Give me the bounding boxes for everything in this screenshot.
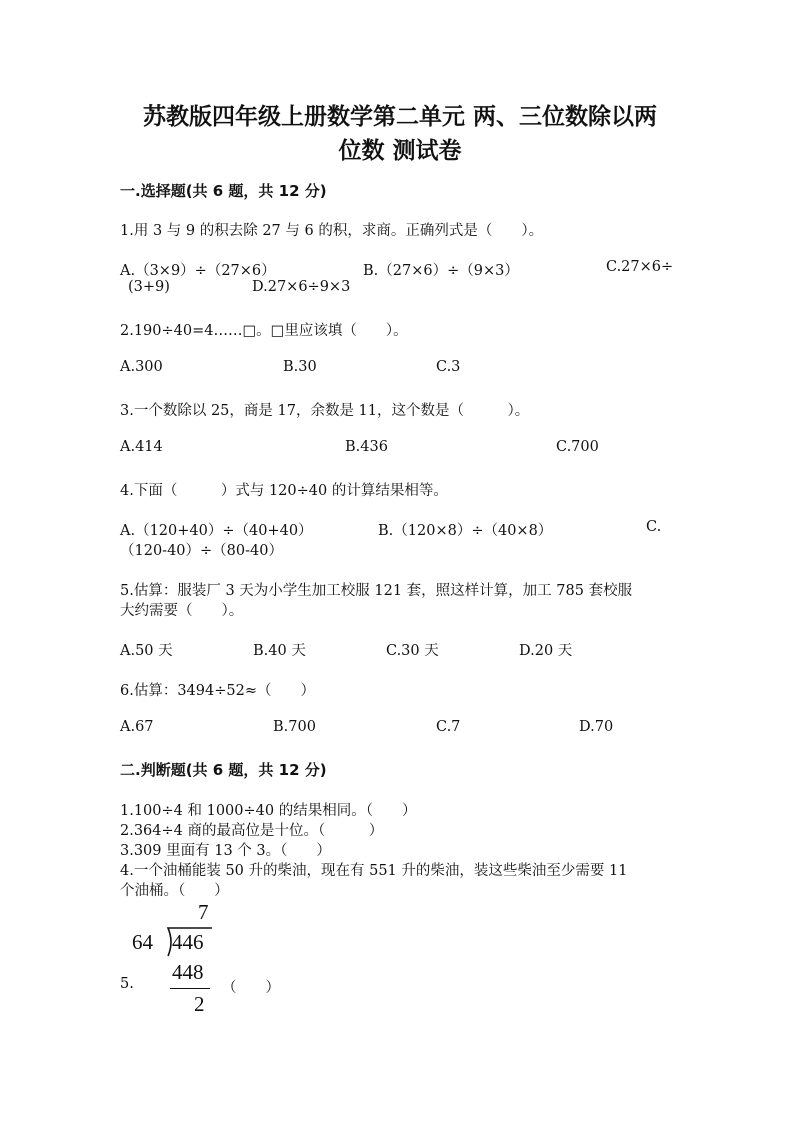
judgment-item-4-line1: 4.一个油桶能装 50 升的柴油，现在有 551 升的柴油，装这些柴油至少需要 11 [120,863,628,879]
question-4: 4.下面（ ）式与 120÷40 的计算结果相等。 [120,483,448,499]
q4-option-c: C. [646,519,662,535]
q1-option-a: A.（3×9）÷（27×6） [120,263,276,279]
judgment-item-2: 2.364÷4 商的最高位是十位。（ ） [120,823,384,839]
judgment-item-5-number: 5. [120,976,134,992]
question-3: 3.一个数除以 25，商是 17，余数是 11，这个数是（ ）。 [120,403,530,419]
q5-option-d: D.20 天 [519,643,573,659]
q6-option-a: A.67 [120,719,154,735]
q2-option-b: B.30 [283,359,317,375]
q5-option-a: A.50 天 [120,643,173,659]
question-1: 1.用 3 与 9 的积去除 27 与 6 的积，求商。正确列式是（ ）。 [120,223,544,239]
division-divisor: 64 [132,930,153,954]
q1-option-b: B.（27×6）÷（9×3） [363,263,519,279]
q1-option-d: D.27×6÷9×3 [252,279,351,295]
judgment-item-1: 1.100÷4 和 1000÷40 的结果相同。（ ） [120,803,417,819]
division-product: 448 [172,960,204,984]
question-5-line1: 5.估算：服装厂 3 天为小学生加工校服 121 套，照这样计算，加工 785 套校服 [120,583,633,599]
q2-option-c: C.3 [436,359,461,375]
q5-option-c: C.30 天 [386,643,439,659]
page-title-line1: 苏教版四年级上册数学第二单元 两、三位数除以两 [142,104,657,130]
section-heading-judgment: 二.判断题(共 6 题，共 12 分) [120,761,327,779]
q3-option-c: C.700 [556,439,599,455]
division-quotient: 7 [198,900,209,924]
q6-option-d: D.70 [579,719,614,735]
question-2: 2.190÷40=4……□。□里应该填（ ）。 [120,323,408,339]
q6-option-c: C.7 [436,719,461,735]
q4-option-b: B.（120×8）÷（40×8） [378,523,553,539]
judgment-item-4-line2: 个油桶。（ ） [120,883,229,899]
question-6: 6.估算：3494÷52≈（ ） [120,683,315,699]
q5-option-b: B.40 天 [253,643,306,659]
section-heading-choice: 一.选择题(共 6 题，共 12 分) [120,182,327,200]
q6-option-b: B.700 [273,719,316,735]
q4-option-a: A.（120+40）÷（40+40） [120,523,313,539]
division-remainder: 2 [194,992,205,1016]
long-division-figure [130,900,250,1020]
question-5-line2: 大约需要（ ）。 [120,603,244,619]
q3-option-b: B.436 [345,439,388,455]
division-underline [170,988,210,989]
q1-option-c-cont: (3+9) [128,279,170,295]
q3-option-a: A.414 [120,439,163,455]
division-dividend: 446 [172,930,204,954]
judgment-item-5-paren: （ ） [222,980,280,996]
judgment-item-3: 3.309 里面有 13 个 3。（ ） [120,843,331,859]
q2-option-a: A.300 [120,359,163,375]
q1-option-c: C.27×6÷ [606,259,674,275]
q4-option-c-cont: （120-40）÷（80-40） [120,543,283,559]
page-title-line2: 位数 测试卷 [338,138,462,164]
